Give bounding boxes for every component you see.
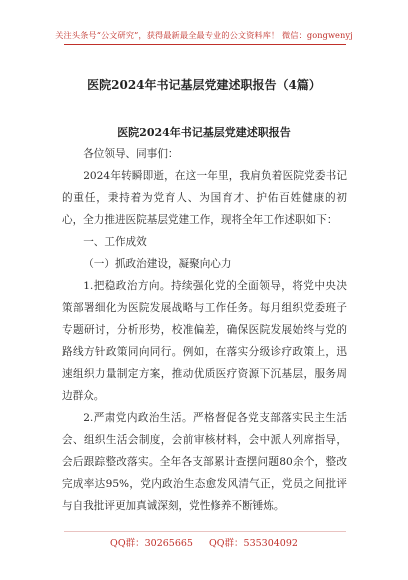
- body-paragraph-2: 2.严肃党内政治生活。严格督促各党支部落实民主生活会、组织生活会制度，会前审核材料，会中派人列席指导，会后跟踪整改落实。全年各支部累计查摆问题80余个，整改完成率达95%，党内政治生态愈发风清气正，党员之间批评与自我批评更加真诚深刻，党性修养不断锤炼。: [62, 412, 347, 512]
- section-heading: 一、工作成效: [83, 236, 147, 248]
- body-paragraph-1: 1.把稳政治方向。持续强化党的全面领导，将党中央决策部署细化为医院发展战略与工作任务。每月组织党委班子专题研讨，分析形势，校准偏差，确保医院发展始终与党的路线方针政策同向同行。例如，在落实分级诊疗政策上，迅速组织力量制定方案，推动优质医疗资源下沉基层，服务周边群众。: [62, 280, 347, 402]
- header-divider: [64, 44, 346, 45]
- footer-qq-group-2: QQ群：535304092: [208, 538, 298, 549]
- document-title: 医院2024年书记基层党建述职报告（4篇）: [87, 78, 321, 92]
- document-body: [62, 143, 347, 517]
- footer-divider: [64, 531, 346, 532]
- footer: [0, 535, 408, 549]
- footer-qq-group-1: QQ群：30265665: [110, 538, 193, 549]
- salutation: 各位领导、同事们：: [83, 148, 179, 160]
- document-subtitle: 医院2024年书记基层党建述职报告: [117, 126, 291, 139]
- subsection-heading: （一）抓政治建设，凝聚向心力: [83, 258, 232, 270]
- intro-paragraph: 2024年转瞬即逝，在这一年里，我肩负着医院党委书记的重任，秉持着为党育人、为国育才、护佑百姓健康的初心，全力推进医院基层党建工作，现将全年工作述职如下：: [62, 170, 347, 226]
- header-banner: 关注头条号“公文研究”，获得最新最全最专业的公文资料库！ 微信：gongwenyj: [55, 30, 353, 40]
